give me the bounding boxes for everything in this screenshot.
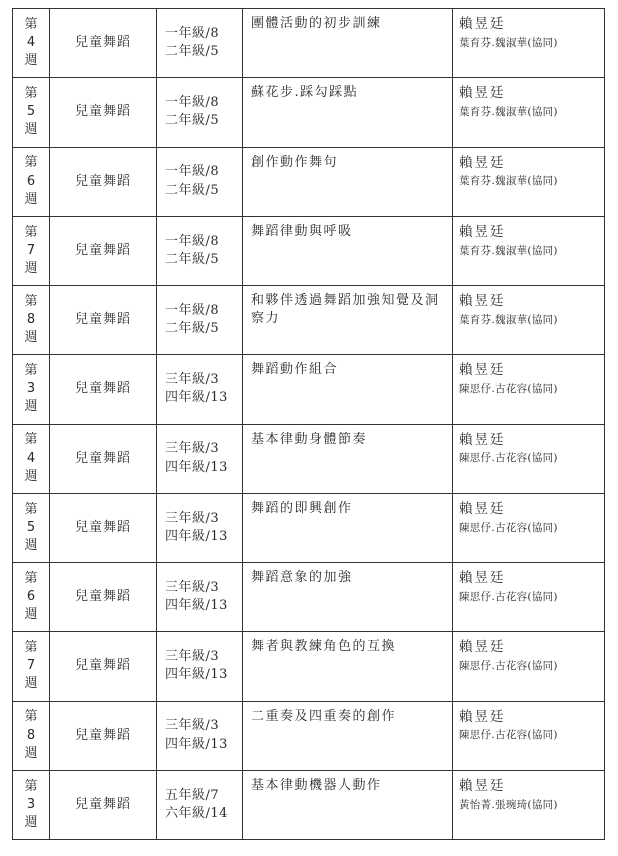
teacher-cell <box>453 355 605 424</box>
grade-cell <box>157 355 243 424</box>
week-number: 6 <box>26 589 36 605</box>
lead-teacher: 賴昱廷 <box>459 85 506 102</box>
week-suffix: 週 <box>24 745 38 761</box>
teacher-cell <box>453 286 605 355</box>
week-prefix: 第 <box>24 86 38 102</box>
lead-teacher: 賴昱廷 <box>459 708 506 725</box>
grade-line-2: 四年級/13 <box>165 459 228 475</box>
grade-cell <box>157 216 243 285</box>
schedule-body <box>13 9 605 840</box>
week-cell <box>13 147 50 216</box>
week-number: 7 <box>26 242 36 258</box>
topic-cell: 舞蹈動作組合 <box>243 355 453 424</box>
grade-line-2: 二年級/5 <box>165 113 220 129</box>
week-number: 8 <box>26 727 36 743</box>
schedule-row <box>13 9 605 78</box>
week-number: 6 <box>26 173 36 189</box>
assistant-teachers: 葉育芬.魏淑華(協同) <box>459 313 558 326</box>
schedule-row <box>13 770 605 839</box>
week-number: 4 <box>26 35 36 51</box>
grade-cell <box>157 78 243 147</box>
assistant-teachers: 陳思伃.古花容(協同) <box>459 521 558 534</box>
week-suffix: 週 <box>24 191 38 207</box>
schedule-row <box>13 563 605 632</box>
week-cell <box>13 632 50 701</box>
grade-line-2: 二年級/5 <box>165 44 220 60</box>
assistant-teachers: 葉育芬.魏淑華(協同) <box>459 175 558 188</box>
topic-cell: 舞者與教練角色的互換 <box>243 632 453 701</box>
grade-cell <box>157 770 243 839</box>
grade-line-2: 四年級/13 <box>165 390 228 406</box>
schedule-row <box>13 701 605 770</box>
lead-teacher: 賴昱廷 <box>459 639 506 656</box>
lead-teacher: 賴昱廷 <box>459 293 506 309</box>
week-prefix: 第 <box>24 155 38 171</box>
assistant-teachers: 陳思伃.古花容(協同) <box>459 590 558 603</box>
grade-line-2: 二年級/5 <box>165 321 220 337</box>
teacher-cell <box>453 563 605 632</box>
grade-cell <box>157 147 243 216</box>
week-prefix: 第 <box>24 432 38 448</box>
week-prefix: 第 <box>24 570 38 586</box>
course-cell: 兒童舞蹈 <box>50 9 157 78</box>
schedule-table <box>12 8 605 840</box>
schedule-row <box>13 286 605 355</box>
week-prefix: 第 <box>24 501 38 517</box>
week-number: 5 <box>26 104 36 120</box>
lead-teacher: 賴昱廷 <box>459 431 506 448</box>
week-cell <box>13 286 50 355</box>
week-suffix: 週 <box>24 53 38 69</box>
course-cell: 兒童舞蹈 <box>50 216 157 285</box>
grade-line-2: 四年級/13 <box>165 667 228 683</box>
grade-cell <box>157 286 243 355</box>
grade-line-1: 一年級/8 <box>165 233 220 249</box>
teacher-cell <box>453 493 605 562</box>
schedule-row <box>13 355 605 424</box>
schedule-row <box>13 78 605 147</box>
week-number: 7 <box>26 658 36 674</box>
week-cell <box>13 9 50 78</box>
course-cell: 兒童舞蹈 <box>50 701 157 770</box>
week-cell <box>13 424 50 493</box>
teacher-cell <box>453 701 605 770</box>
topic-cell: 舞蹈律動與呼吸 <box>243 216 453 285</box>
assistant-teachers: 陳思伃.古花容(協同) <box>459 452 558 465</box>
course-cell: 兒童舞蹈 <box>50 286 157 355</box>
lead-teacher: 賴昱廷 <box>459 570 506 586</box>
week-cell <box>13 78 50 147</box>
week-number: 3 <box>26 381 36 397</box>
grade-cell <box>157 9 243 78</box>
teacher-cell <box>453 770 605 839</box>
lead-teacher: 賴昱廷 <box>459 223 506 240</box>
week-suffix: 週 <box>24 607 38 623</box>
course-cell: 兒童舞蹈 <box>50 632 157 701</box>
week-cell <box>13 493 50 562</box>
grade-line-1: 三年級/3 <box>165 372 220 388</box>
grade-line-2: 四年級/13 <box>165 598 228 614</box>
week-number: 3 <box>26 796 36 812</box>
week-prefix: 第 <box>24 640 38 656</box>
teacher-cell <box>453 632 605 701</box>
topic-cell: 團體活動的初步訓練 <box>243 9 453 78</box>
week-cell <box>13 563 50 632</box>
assistant-teachers: 陳思伃.古花容(協同) <box>459 729 558 742</box>
assistant-teachers: 黃怡菁.張琬琦(協同) <box>459 798 558 811</box>
grade-cell <box>157 701 243 770</box>
week-number: 4 <box>26 450 36 466</box>
grade-cell <box>157 632 243 701</box>
grade-line-1: 三年級/3 <box>165 510 220 526</box>
teacher-cell <box>453 147 605 216</box>
grade-line-1: 三年級/3 <box>165 649 220 665</box>
grade-line-1: 五年級/7 <box>165 787 220 803</box>
week-cell <box>13 701 50 770</box>
grade-line-2: 四年級/13 <box>165 736 228 752</box>
schedule-row <box>13 632 605 701</box>
topic-cell: 蘇花步.踩勾踩點 <box>243 78 453 147</box>
assistant-teachers: 葉育芬.魏淑華(協同) <box>459 244 558 257</box>
teacher-cell <box>453 216 605 285</box>
grade-line-2: 二年級/5 <box>165 182 220 198</box>
grade-line-2: 四年級/13 <box>165 528 228 544</box>
course-cell: 兒童舞蹈 <box>50 424 157 493</box>
grade-line-1: 一年級/8 <box>165 95 220 111</box>
topic-cell: 二重奏及四重奏的創作 <box>243 701 453 770</box>
topic-cell: 和夥伴透過舞蹈加強知覺及洞察力 <box>243 286 453 355</box>
course-cell: 兒童舞蹈 <box>50 355 157 424</box>
course-cell: 兒童舞蹈 <box>50 563 157 632</box>
week-suffix: 週 <box>24 399 38 415</box>
topic-cell: 舞蹈意象的加強 <box>243 563 453 632</box>
grade-cell <box>157 424 243 493</box>
week-prefix: 第 <box>24 363 38 379</box>
schedule-row <box>13 424 605 493</box>
week-suffix: 週 <box>24 122 38 138</box>
week-cell <box>13 216 50 285</box>
grade-line-1: 一年級/8 <box>165 302 220 318</box>
week-prefix: 第 <box>24 293 38 309</box>
week-prefix: 第 <box>24 778 38 794</box>
topic-cell: 基本律動機器人動作 <box>243 770 453 839</box>
teacher-cell <box>453 78 605 147</box>
schedule-row <box>13 493 605 562</box>
week-suffix: 週 <box>24 468 38 484</box>
assistant-teachers: 葉育芬.魏淑華(協同) <box>459 106 558 119</box>
week-number: 8 <box>26 312 36 328</box>
grade-line-1: 三年級/3 <box>165 441 220 457</box>
topic-cell: 舞蹈的即興創作 <box>243 493 453 562</box>
topic-cell: 基本律動身體節奏 <box>243 424 453 493</box>
week-cell <box>13 355 50 424</box>
grade-cell <box>157 563 243 632</box>
week-prefix: 第 <box>24 709 38 725</box>
lead-teacher: 賴昱廷 <box>459 777 506 794</box>
week-suffix: 週 <box>24 676 38 692</box>
lead-teacher: 賴昱廷 <box>459 154 506 171</box>
course-cell: 兒童舞蹈 <box>50 147 157 216</box>
course-cell: 兒童舞蹈 <box>50 78 157 147</box>
week-number: 5 <box>26 519 36 535</box>
schedule-row <box>13 147 605 216</box>
grade-cell <box>157 493 243 562</box>
week-suffix: 週 <box>24 814 38 830</box>
lead-teacher: 賴昱廷 <box>459 500 506 517</box>
teacher-cell <box>453 424 605 493</box>
assistant-teachers: 陳思伃.古花容(協同) <box>459 660 558 673</box>
schedule-row <box>13 216 605 285</box>
course-cell: 兒童舞蹈 <box>50 493 157 562</box>
week-prefix: 第 <box>24 224 38 240</box>
assistant-teachers: 陳思伃.古花容(協同) <box>459 383 558 396</box>
assistant-teachers: 葉育芬.魏淑華(協同) <box>459 36 558 49</box>
grade-line-1: 三年級/3 <box>165 579 220 595</box>
course-cell: 兒童舞蹈 <box>50 770 157 839</box>
grade-line-1: 三年級/3 <box>165 718 220 734</box>
week-suffix: 週 <box>24 260 38 276</box>
week-cell <box>13 770 50 839</box>
grade-line-2: 二年級/5 <box>165 251 220 267</box>
grade-line-1: 一年級/8 <box>165 25 220 41</box>
grade-line-2: 六年級/14 <box>165 805 228 821</box>
week-prefix: 第 <box>24 16 38 32</box>
topic-cell: 創作動作舞句 <box>243 147 453 216</box>
week-suffix: 週 <box>24 537 38 553</box>
grade-line-1: 一年級/8 <box>165 164 220 180</box>
teacher-cell <box>453 9 605 78</box>
lead-teacher: 賴昱廷 <box>459 16 506 32</box>
lead-teacher: 賴昱廷 <box>459 362 506 379</box>
week-suffix: 週 <box>24 330 38 346</box>
